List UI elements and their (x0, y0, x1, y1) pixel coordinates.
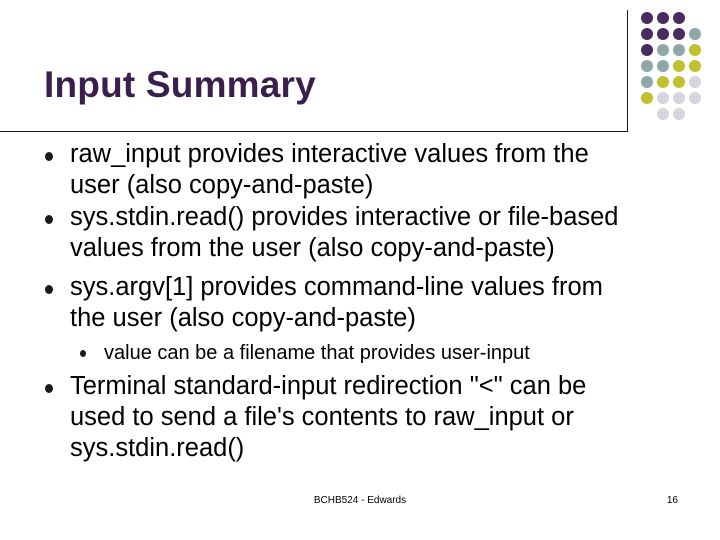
bullet-item-1-line-1: raw_input provides interactive values from the (70, 140, 589, 168)
bullet-item-3-line-2: the user (also copy-and-paste) (70, 304, 416, 332)
sub-bullet-marker (80, 350, 86, 357)
bullet-item-2-line-1: sys.stdin.read() provides interactive or file-based (70, 203, 619, 231)
slide-title: Input Summary (44, 64, 316, 105)
sub-bullet-item-1: value can be a filename that provides user-input (104, 342, 530, 364)
bullet-marker (45, 152, 53, 161)
bullet-marker (45, 384, 53, 393)
bullet-item-4-line-2: used to send a file's contents to raw_input or (70, 403, 574, 431)
bullet-item-4-line-1: Terminal standard-input redirection "<" can be (70, 372, 587, 400)
slide-number: 16 (666, 495, 678, 506)
bullet-marker (45, 285, 53, 294)
footer-course-label: BCHB524 - Edwards (313, 495, 407, 506)
bullet-item-3-line-1: sys.argv[1] provides command-line values from (70, 273, 603, 301)
bullet-marker (45, 215, 53, 224)
bullet-item-4-line-3: sys.stdin.read() (70, 434, 245, 462)
bullet-item-1-line-2: user (also copy-and-paste) (70, 171, 374, 199)
bullet-item-2-line-2: values from the user (also copy-and-paste) (70, 234, 555, 262)
